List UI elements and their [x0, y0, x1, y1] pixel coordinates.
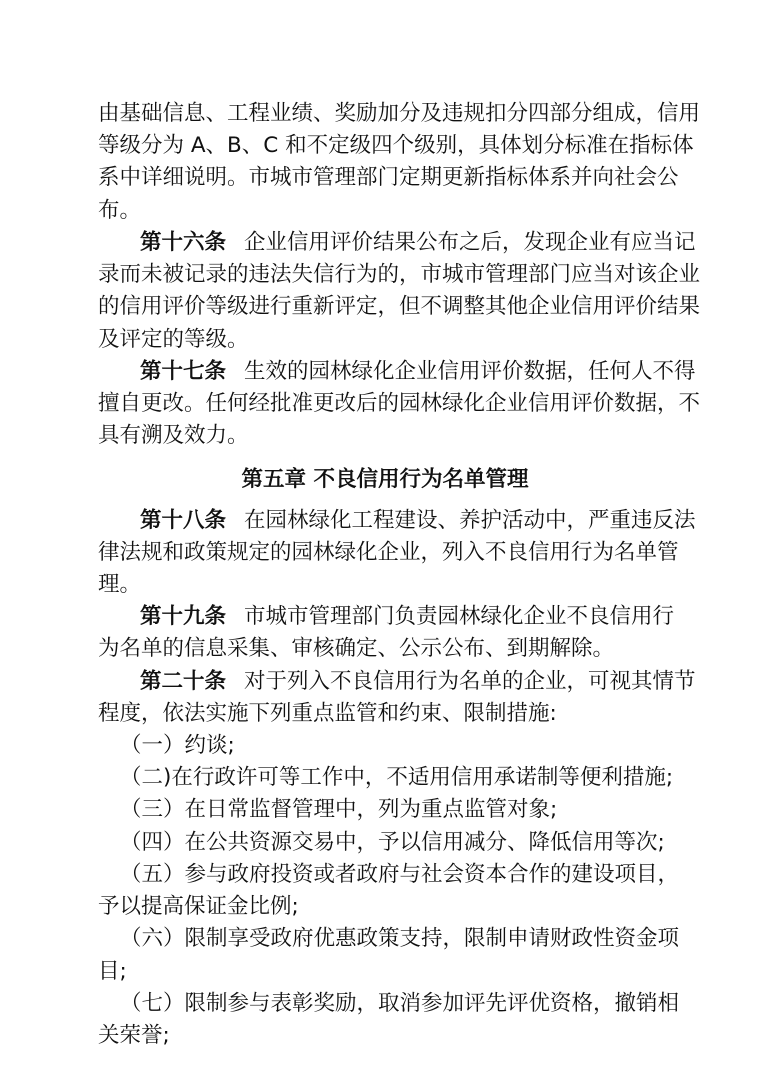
article-16-first-line — [140, 227, 696, 259]
list-item: （五）参与政府投资或者政府与社会资本合作的建设项目， — [120, 862, 680, 887]
article-16-label: 第十六条 — [140, 230, 227, 255]
paragraph-line: 及评定的等级。 — [98, 327, 249, 352]
list-item: （六）限制享受政府优惠政策支持，限制申请财政性资金项 — [120, 926, 680, 951]
list-item-continuation: 予以提高保证金比例; — [98, 894, 299, 919]
article-20-text: 对于列入不良信用行为名单的企业，可视其情节 — [244, 669, 696, 694]
list-item: （七）限制参与表彰奖励，取消参加评先评优资格，撤销相 — [120, 991, 680, 1016]
paragraph-line: 等级分为 A、B、C 和不定级四个级别，具体划分标准在指标体 — [98, 133, 694, 158]
article-16-text: 企业信用评价结果公布之后，发现企业有应当记 — [244, 230, 696, 255]
paragraph-line: 由基础信息、工程业绩、奖励加分及违规扣分四部分组成，信用 — [98, 101, 701, 126]
article-18-label: 第十八条 — [140, 508, 227, 533]
list-item-continuation: 关荣誉; — [98, 1023, 170, 1048]
paragraph-line: 录而未被记录的违法失信行为的，市城市管理部门应当对该企业 — [98, 262, 701, 287]
paragraph-line: 系中详细说明。市城市管理部门定期更新指标体系并向社会公 — [98, 165, 679, 190]
paragraph-line: 具有溯及效力。 — [98, 423, 249, 448]
paragraph-line: 律法规和政策规定的园林绿化企业，列入不良信用行为名单管 — [98, 540, 679, 565]
article-17-text: 生效的园林绿化企业信用评价数据，任何人不得 — [244, 359, 696, 384]
paragraph-line: 擅自更改。任何经批准更改后的园林绿化企业信用评价数据，不 — [98, 391, 701, 416]
paragraph-line: 程度，依法实施下列重点监管和约束、限制措施: — [98, 701, 557, 726]
paragraph-line: 布。 — [98, 198, 142, 223]
paragraph-line: 理。 — [98, 572, 142, 597]
article-19-text: 市城市管理部门负责园林绿化企业不良信用行 — [244, 604, 675, 629]
article-17-first-line — [140, 356, 696, 388]
list-item: （二)在行政许可等工作中，不适用信用承诺制等便利措施; — [120, 765, 674, 790]
list-item: （四）在公共资源交易中，予以信用减分、降低信用等次; — [120, 830, 665, 855]
paragraph-line: 为名单的信息采集、审核确定、公示公布、到期解除。 — [98, 636, 615, 661]
article-19-label: 第十九条 — [140, 604, 227, 629]
list-item-continuation: 目; — [98, 959, 127, 984]
article-20-first-line — [140, 666, 696, 698]
article-19-first-line — [140, 601, 674, 633]
chapter-heading: 第五章 不良信用行为名单管理 — [241, 467, 529, 492]
list-item: （一）约谈; — [120, 733, 235, 758]
paragraph-line: 的信用评价等级进行重新评定，但不调整其他企业信用评价结果 — [98, 294, 701, 319]
list-item: （三）在日常监督管理中，列为重点监管对象; — [120, 797, 558, 822]
article-17-label: 第十七条 — [140, 359, 227, 384]
article-18-first-line — [140, 505, 696, 537]
article-18-text: 在园林绿化工程建设、养护活动中，严重违反法 — [244, 508, 696, 533]
article-20-label: 第二十条 — [140, 669, 227, 694]
